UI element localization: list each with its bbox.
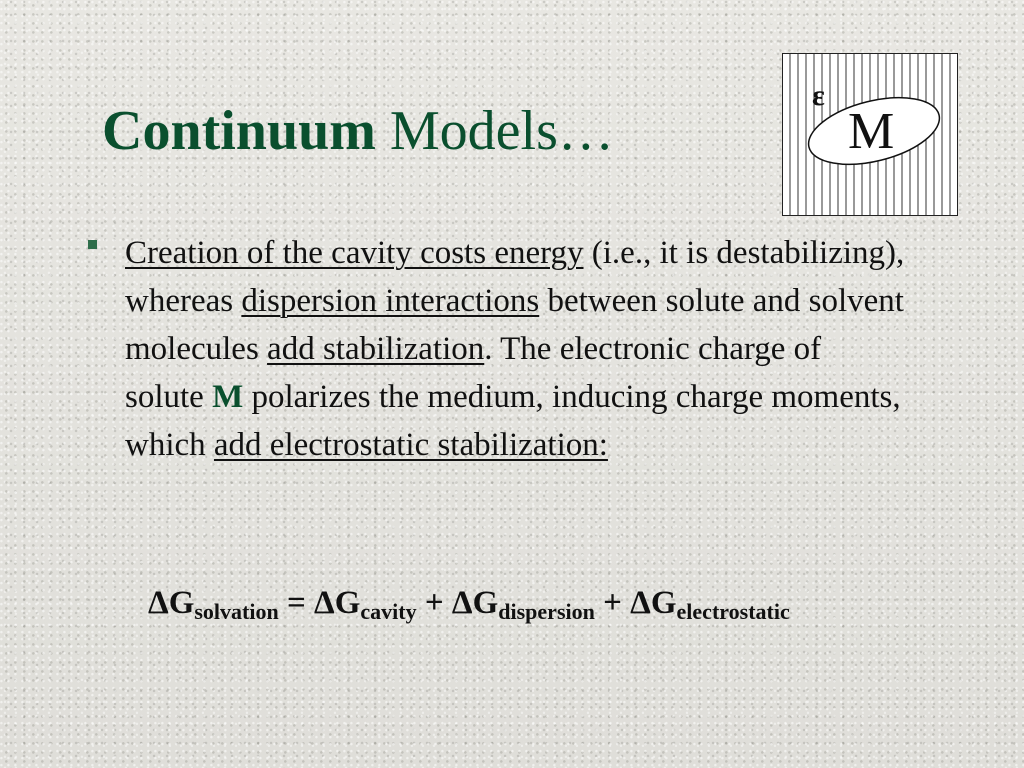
text-segment: polarizes the medium, inducing charge moments, which bbox=[125, 379, 901, 463]
solute-symbol: M bbox=[212, 379, 244, 415]
eq-subscript: solvation bbox=[194, 599, 279, 624]
dispersion-phrase: dispersion interactions bbox=[241, 283, 540, 319]
eq-term: ΔG bbox=[630, 585, 677, 621]
slide-title bbox=[102, 98, 614, 165]
bullet-marker-icon bbox=[88, 240, 97, 249]
electrostatic-phrase: add electrostatic stabilization: bbox=[213, 427, 608, 463]
solute-in-continuum-figure bbox=[782, 53, 958, 216]
add-stabilization-phrase: add stabilization bbox=[267, 331, 485, 367]
eq-term: ΔG bbox=[148, 585, 195, 621]
eq-subscript: dispersion bbox=[498, 599, 595, 624]
title-bold-part: Continuum bbox=[102, 100, 376, 162]
figure-svg bbox=[782, 53, 958, 216]
solute-label: M bbox=[848, 103, 895, 160]
epsilon-label: ε bbox=[812, 79, 825, 112]
eq-term: ΔG bbox=[314, 585, 361, 621]
text-segment: between solute and solvent molecules bbox=[125, 283, 904, 367]
eq-term: ΔG bbox=[451, 585, 499, 621]
bullet-list bbox=[88, 229, 908, 469]
cavity-cost-phrase: Creation of the cavity costs energy bbox=[125, 235, 584, 271]
eq-subscript: electrostatic bbox=[676, 599, 790, 624]
text-segment: . The electronic charge of solute bbox=[125, 331, 822, 415]
eq-operator: + bbox=[594, 585, 631, 621]
bullet-paragraph bbox=[125, 229, 908, 469]
eq-operator: = bbox=[278, 585, 315, 621]
title-rest-part: Models… bbox=[375, 100, 614, 162]
solvation-equation bbox=[148, 585, 790, 625]
eq-operator: + bbox=[416, 585, 452, 621]
text-segment: (i.e., it is destabilizing), whereas bbox=[125, 235, 905, 319]
eq-subscript: cavity bbox=[360, 599, 417, 624]
